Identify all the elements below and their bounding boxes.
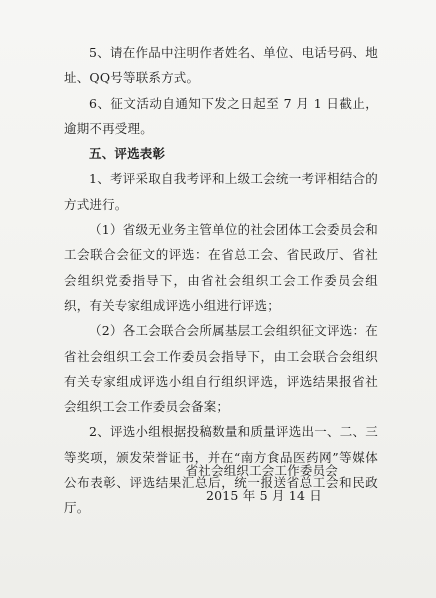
paragraph-evaluation-method: 1、考评采取自我考评和上级工会统一考评相结合的方式进行。 xyxy=(64,171,378,212)
paragraph-item-6: 6、征文活动自通知下发之日起至 7 月 1 日截止，逾期不再受理。 xyxy=(64,95,378,136)
paragraph-awards: 2、评选小组根据投稿数量和质量评选出一、二、三等奖项，颁发荣誉证书，并在“南方食品医药网”等媒体公布表彰、评选结果汇总后，统一报送省总工会和民政厅。 xyxy=(64,424,378,516)
paragraph-evaluation-grassroots: （2）各工会联合会所属基层工会组织征文评选：在省社会组织工会工作委员会指导下，由工会联合会组织有关专家组成评选小组自行组织评选，评选结果报省社会组织工会工作委员会备案； xyxy=(64,323,378,415)
paragraph-item-5: 5、请在作品中注明作者姓名、单位、电话号码、地址、QQ号等联系方式。 xyxy=(64,45,378,86)
paragraph-evaluation-provincial: （1）省级无业务主管单位的社会团体工会委员会和工会联合会征文的评选：在省总工会、省民政厅、省社会组织党委指导下，由省社会组织工会工作委员会组织，有关专家组成评选小组进行评选； xyxy=(64,222,378,313)
signature-organization: 省社会组织工会工作委员会 xyxy=(185,463,338,478)
section-heading: 五、评选表彰 xyxy=(89,146,166,162)
document-body xyxy=(64,40,378,521)
signature-date: 2015 年 5 月 14 日 xyxy=(205,488,322,503)
